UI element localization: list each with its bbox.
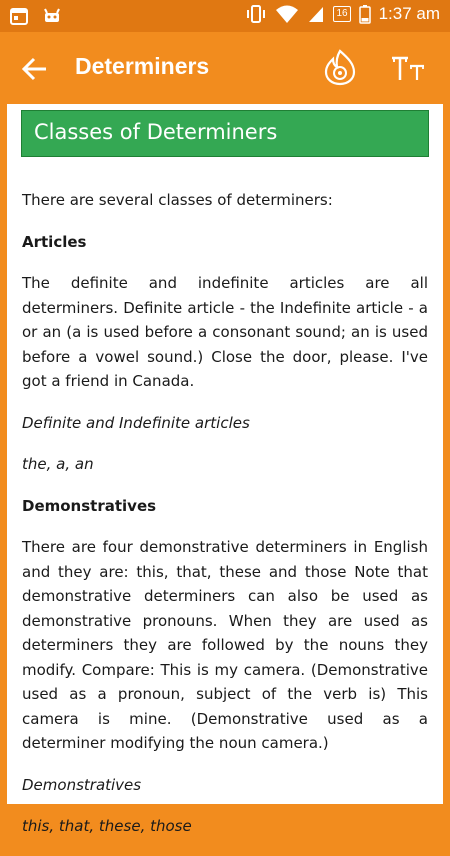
article-body <box>22 188 428 856</box>
demonstratives-example-label: Demonstratives <box>22 775 142 794</box>
clock: 1:37 am <box>378 4 440 23</box>
content-card <box>7 104 443 835</box>
text-size-icon[interactable] <box>390 54 426 82</box>
android-icon <box>42 7 62 25</box>
vibrate-icon <box>245 4 267 24</box>
intro-paragraph: There are several classes of determiners: <box>22 191 333 209</box>
articles-example-words: the, a, an <box>22 455 94 473</box>
demonstratives-example <box>22 773 428 839</box>
status-bar <box>0 0 450 32</box>
fire-icon[interactable] <box>322 48 358 86</box>
page-title: Determiners <box>75 53 210 79</box>
calendar-icon <box>10 7 28 25</box>
wifi-icon <box>275 4 299 24</box>
demonstratives-example-words: this, that, these, those <box>22 817 192 835</box>
battery-icon <box>359 4 371 24</box>
back-arrow-icon[interactable] <box>18 52 52 86</box>
articles-heading: Articles <box>22 232 87 251</box>
section-header <box>21 110 429 157</box>
battery-level-badge: 16 <box>333 6 350 22</box>
demonstratives-heading: Demonstratives <box>22 496 157 515</box>
app-bar <box>0 32 450 104</box>
signal-icon <box>307 4 325 24</box>
articles-example <box>22 411 428 477</box>
articles-example-label: Definite and Indefinite articles <box>22 413 250 432</box>
demonstratives-paragraph: There are four demonstrative determiners in English and they are: this, that, these and those Note that demonstrative determiners can also be used as demonstrative pronouns. When they are used as determiners they are followed by the nouns they modify. Compare: This is my camera. (Demonstrative used as a pronoun, subject of the verb is) This camera is mine. (Demonstrative used as a determiner modifying the noun camera.) <box>22 538 428 752</box>
articles-paragraph: The definite and indefinite articles are all determiners. Definite article - the Indefinite article - a or an (a is used before a consonant sound; an is used before a vowel sound.) Close the door, please. I've got a friend in Canada. <box>22 274 428 390</box>
section-title: Classes of Determiners <box>34 120 278 144</box>
